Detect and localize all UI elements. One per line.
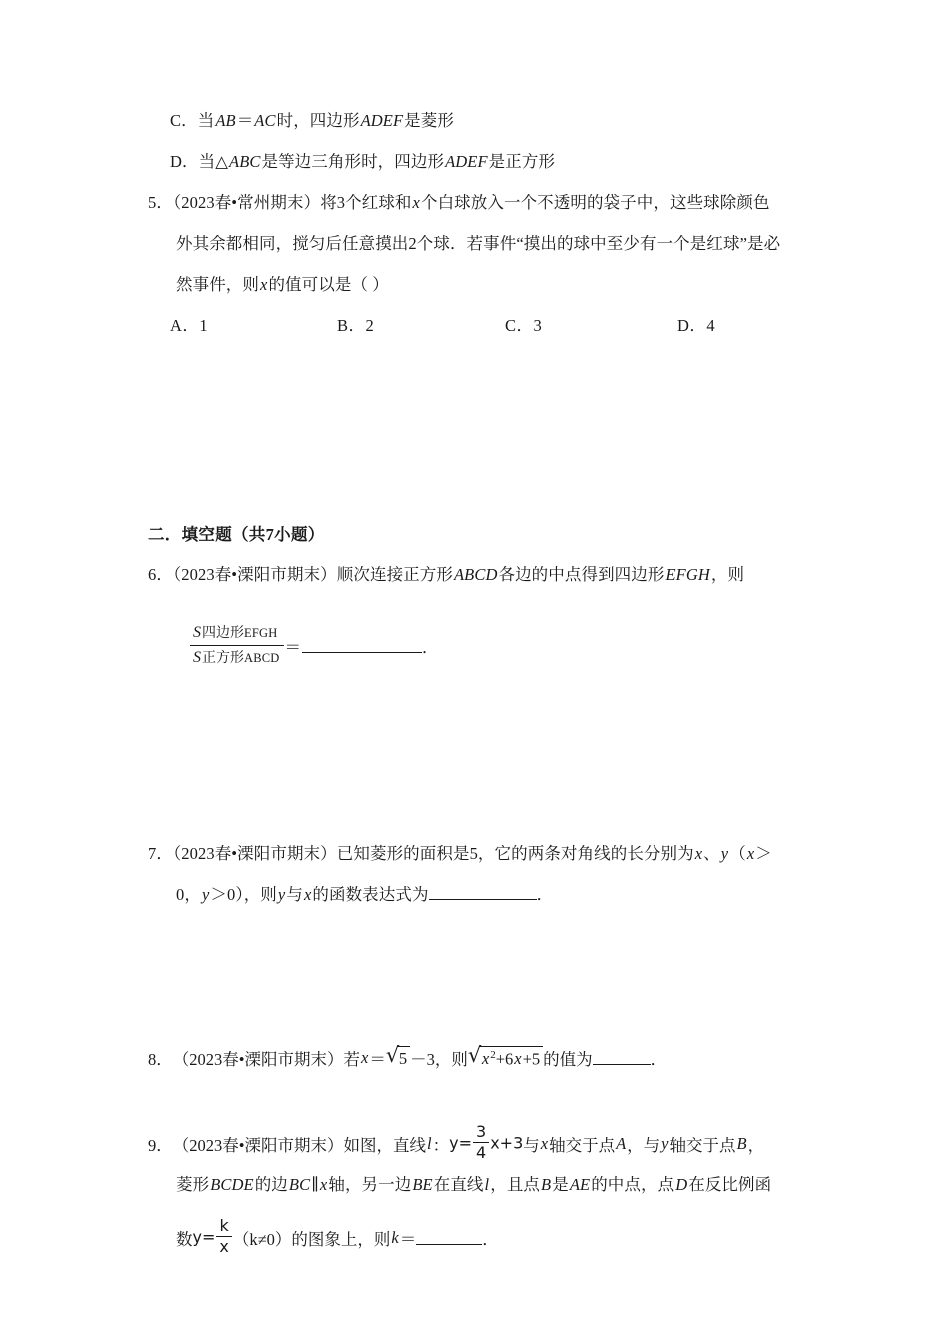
question-9-parallel: ∥ bbox=[311, 1175, 319, 1194]
question-8-period: ． bbox=[650, 1049, 668, 1069]
choice-c-var-adef: ADEF bbox=[360, 111, 404, 130]
question-7-text-2c: 的函数表达式为 bbox=[312, 885, 429, 904]
choice-c-text-1: 当 bbox=[197, 111, 215, 130]
question-7-line-1 bbox=[148, 833, 828, 874]
choice-d-q4 bbox=[148, 141, 828, 182]
question-6-line-1 bbox=[148, 554, 828, 595]
equation-y: y= bbox=[449, 1133, 472, 1152]
question-6-text-1c: ，则 bbox=[710, 565, 745, 584]
choice-c-text-3: 是菱形 bbox=[404, 111, 454, 130]
choice-c-q4 bbox=[148, 100, 828, 141]
question-5-number: 5． bbox=[148, 193, 173, 212]
question-7-sep: 、 bbox=[703, 844, 720, 863]
question-9-var-l2: l bbox=[484, 1175, 490, 1194]
question-8-number: 8． bbox=[148, 1049, 173, 1069]
question-5-text-3a: 然事件，则 bbox=[176, 275, 259, 294]
choice-d-text-2: 是等边三角形时，四边形 bbox=[261, 152, 445, 171]
question-8 bbox=[148, 1037, 828, 1078]
x-denominator: x bbox=[219, 1237, 229, 1256]
question-9-var-be: BE bbox=[412, 1175, 433, 1194]
choice-d-label: D． bbox=[170, 152, 199, 171]
question-7-text-1a: 已知菱形的面积是5，它的两条对角线的长分别为 bbox=[336, 844, 694, 863]
question-9-text-2b: 的边 bbox=[254, 1175, 288, 1194]
question-9-text-1g: ， bbox=[747, 1135, 765, 1155]
choice-c-text-2: 时，四边形 bbox=[276, 111, 360, 130]
sqrt-quadratic-radicand bbox=[479, 1046, 543, 1070]
denominator-s: S bbox=[193, 649, 201, 666]
radicand-var-x2: x bbox=[514, 1049, 522, 1069]
spacer-after-q6 bbox=[148, 668, 828, 833]
fraction-denominator bbox=[190, 646, 284, 668]
question-7-var-x2: x bbox=[746, 844, 755, 863]
choice-d-text-3: 是正方形 bbox=[488, 152, 556, 171]
question-8-minus3: －3，则 bbox=[410, 1049, 468, 1069]
question-6-equals: ＝ bbox=[284, 637, 302, 657]
question-9-text-1a: 如图，直线 bbox=[343, 1135, 427, 1155]
numerator-s: S bbox=[193, 624, 201, 641]
question-5-line-1 bbox=[148, 182, 828, 223]
denominator-sub-latin: ABCD bbox=[244, 651, 280, 665]
radicand-term-2: +5 bbox=[522, 1049, 541, 1069]
question-6-formula bbox=[148, 623, 828, 668]
question-8-var-x: x bbox=[361, 1047, 369, 1067]
question-5-text-1a: 将3个红球和 bbox=[320, 193, 412, 212]
sqrt-quadratic bbox=[467, 1042, 543, 1070]
numerator-sub-cn: 四边形 bbox=[202, 626, 244, 641]
question-8-text-b: 的值为 bbox=[543, 1049, 593, 1069]
choice-c-var-ac: AC bbox=[254, 111, 276, 130]
question-9-var-x: x bbox=[540, 1133, 549, 1153]
question-7-line-2 bbox=[148, 874, 828, 915]
question-7-answer-blank[interactable] bbox=[429, 886, 537, 900]
question-8-answer-blank[interactable] bbox=[593, 1051, 651, 1065]
fraction-numerator bbox=[190, 623, 284, 646]
question-7-source: （2023春•溧阳市期末） bbox=[172, 844, 337, 863]
option-c[interactable]: C．3 bbox=[505, 316, 543, 335]
question-9-line-1 bbox=[148, 1123, 828, 1164]
question-9-text-3b: （k≠0）的图象上，则 bbox=[232, 1229, 391, 1249]
choice-d-text-1: 当△ bbox=[198, 152, 229, 171]
question-7-var-y1: y bbox=[720, 844, 729, 863]
page-content bbox=[148, 100, 828, 1258]
question-6-text-1b: 各边的中点得到四边形 bbox=[498, 565, 665, 584]
k-numerator: k bbox=[216, 1217, 231, 1237]
spacer-after-q5 bbox=[148, 346, 828, 516]
question-9-var-bcde: BCDE bbox=[210, 1175, 254, 1194]
section-2-heading: 二．填空题（共7小题） bbox=[148, 525, 325, 544]
question-9-text-1c: 与 bbox=[523, 1135, 540, 1155]
radical-sign-icon: √ bbox=[467, 1042, 482, 1067]
question-7-var-x1: x bbox=[694, 844, 703, 863]
radicand-term-1: +6 bbox=[495, 1049, 514, 1069]
question-9-var-ae: AE bbox=[569, 1175, 591, 1194]
option-b[interactable]: B．2 bbox=[337, 316, 375, 335]
slope-fraction bbox=[473, 1123, 489, 1163]
question-9-colon: ： bbox=[432, 1135, 450, 1155]
inverse-proportion-equation bbox=[192, 1215, 233, 1258]
question-6-period: ． bbox=[422, 637, 439, 657]
question-5-var-x2: x bbox=[260, 275, 268, 294]
question-9-line-3 bbox=[148, 1217, 828, 1258]
question-9-text-1f: 轴交于点 bbox=[669, 1135, 736, 1155]
question-5-text-3b: 的值可以是（ ） bbox=[268, 275, 389, 294]
denominator-sub-cn: 正方形 bbox=[202, 651, 244, 666]
question-7-var-y2: y bbox=[201, 885, 210, 904]
question-9-text-2c: 轴，另一边 bbox=[328, 1175, 412, 1194]
question-9-text-3a: 数 bbox=[176, 1229, 193, 1249]
question-9-period: ． bbox=[482, 1229, 499, 1249]
question-9-text-1d: 轴交于点 bbox=[549, 1135, 616, 1155]
question-7-var-x3: x bbox=[303, 885, 312, 904]
question-5-line-3 bbox=[148, 264, 828, 305]
question-9-text-2a: 菱形 bbox=[176, 1175, 210, 1194]
question-6 bbox=[148, 554, 828, 668]
question-9-text-2g: 的中点，点 bbox=[591, 1175, 675, 1194]
question-9-var-D: D bbox=[675, 1175, 688, 1194]
question-7-gt-1: ＞ bbox=[755, 844, 772, 863]
question-9-text-2h: 在反比例函 bbox=[688, 1175, 772, 1194]
question-7-period: ． bbox=[536, 885, 554, 904]
numerator-sub-latin: EFGH bbox=[244, 626, 278, 640]
line-equation bbox=[449, 1121, 524, 1164]
sqrt-5-radicand: 5 bbox=[397, 1046, 410, 1069]
question-7-text-1b: （ bbox=[729, 844, 746, 863]
question-8-equals: ＝ bbox=[369, 1049, 386, 1069]
slope-numerator: 3 bbox=[473, 1123, 489, 1143]
equation-rest: x+3 bbox=[490, 1133, 524, 1152]
question-9 bbox=[148, 1123, 828, 1258]
radicand-var-x1: x bbox=[481, 1049, 490, 1069]
question-9-text-2f: 是 bbox=[552, 1175, 569, 1194]
question-7-gt-2: ＞0），则 bbox=[210, 885, 277, 904]
question-9-var-y: y bbox=[661, 1133, 669, 1153]
question-9-var-k: k bbox=[391, 1227, 399, 1247]
k-over-x-fraction bbox=[216, 1217, 231, 1257]
choice-c-var-ab: AB bbox=[215, 111, 236, 130]
question-5-options bbox=[148, 305, 828, 346]
question-9-number: 9． bbox=[148, 1135, 173, 1155]
question-6-var-abcd: ABCD bbox=[453, 565, 498, 584]
question-5-source: （2023春•常州期末） bbox=[172, 193, 321, 212]
radical-sign-icon: √ bbox=[385, 1043, 400, 1067]
question-9-var-B2: B bbox=[541, 1175, 552, 1194]
question-7-text-2a: 0， bbox=[176, 885, 201, 904]
question-8-line-1 bbox=[148, 1037, 828, 1078]
question-5-var-x1: x bbox=[412, 193, 420, 212]
question-6-source: （2023春•溧阳市期末） bbox=[172, 565, 337, 584]
question-7 bbox=[148, 833, 828, 915]
choice-d-var-abc: ABC bbox=[229, 152, 261, 171]
question-7-number: 7． bbox=[148, 844, 173, 863]
area-ratio-fraction bbox=[190, 623, 284, 668]
slope-denominator: 4 bbox=[476, 1143, 487, 1162]
question-9-line-2 bbox=[148, 1164, 828, 1205]
option-a[interactable]: A．1 bbox=[170, 316, 209, 335]
question-6-var-efgh: EFGH bbox=[665, 565, 710, 584]
option-d[interactable]: D．4 bbox=[677, 316, 716, 335]
question-9-var-x2: x bbox=[319, 1175, 328, 1194]
sqrt-5 bbox=[385, 1043, 410, 1069]
question-9-var-l: l bbox=[427, 1133, 432, 1153]
inverse-y: y= bbox=[192, 1227, 216, 1246]
radicand-exponent: 2 bbox=[490, 1048, 496, 1061]
spacer-after-q8 bbox=[148, 1078, 828, 1123]
question-9-source: （2023春•溧阳市期末） bbox=[172, 1135, 344, 1155]
question-8-text-a: 若 bbox=[343, 1049, 361, 1069]
choice-c-eq: ＝ bbox=[236, 111, 254, 130]
question-5 bbox=[148, 182, 828, 346]
question-9-equals: ＝ bbox=[399, 1229, 417, 1249]
question-6-text-1a: 顺次连接正方形 bbox=[336, 565, 453, 584]
question-7-var-y3: y bbox=[277, 885, 286, 904]
question-9-text-2e: ，且点 bbox=[490, 1175, 541, 1194]
choice-d-var-adef: ADEF bbox=[445, 152, 488, 171]
question-7-text-2b: 与 bbox=[286, 885, 303, 904]
question-9-text-1e: ，与 bbox=[627, 1135, 661, 1155]
question-9-text-2d: 在直线 bbox=[433, 1175, 484, 1194]
question-9-var-B: B bbox=[736, 1133, 747, 1153]
question-6-answer-blank[interactable] bbox=[302, 639, 422, 653]
choice-c-label: C． bbox=[170, 111, 198, 130]
question-9-var-bc: BC bbox=[288, 1175, 311, 1194]
question-9-var-A: A bbox=[616, 1133, 627, 1153]
question-6-number: 6． bbox=[148, 565, 173, 584]
question-8-source: （2023春•溧阳市期末） bbox=[172, 1049, 344, 1069]
question-9-answer-blank[interactable] bbox=[416, 1231, 482, 1245]
question-5-line-2: 外其余都相同，搅匀后任意摸出2个球．若事件“摸出的球中至少有一个是红球”是必 bbox=[176, 234, 781, 253]
spacer-after-q7 bbox=[148, 915, 828, 1037]
question-5-text-1b: 个白球放入一个不透明的袋子中，这些球除颜色 bbox=[420, 193, 770, 212]
